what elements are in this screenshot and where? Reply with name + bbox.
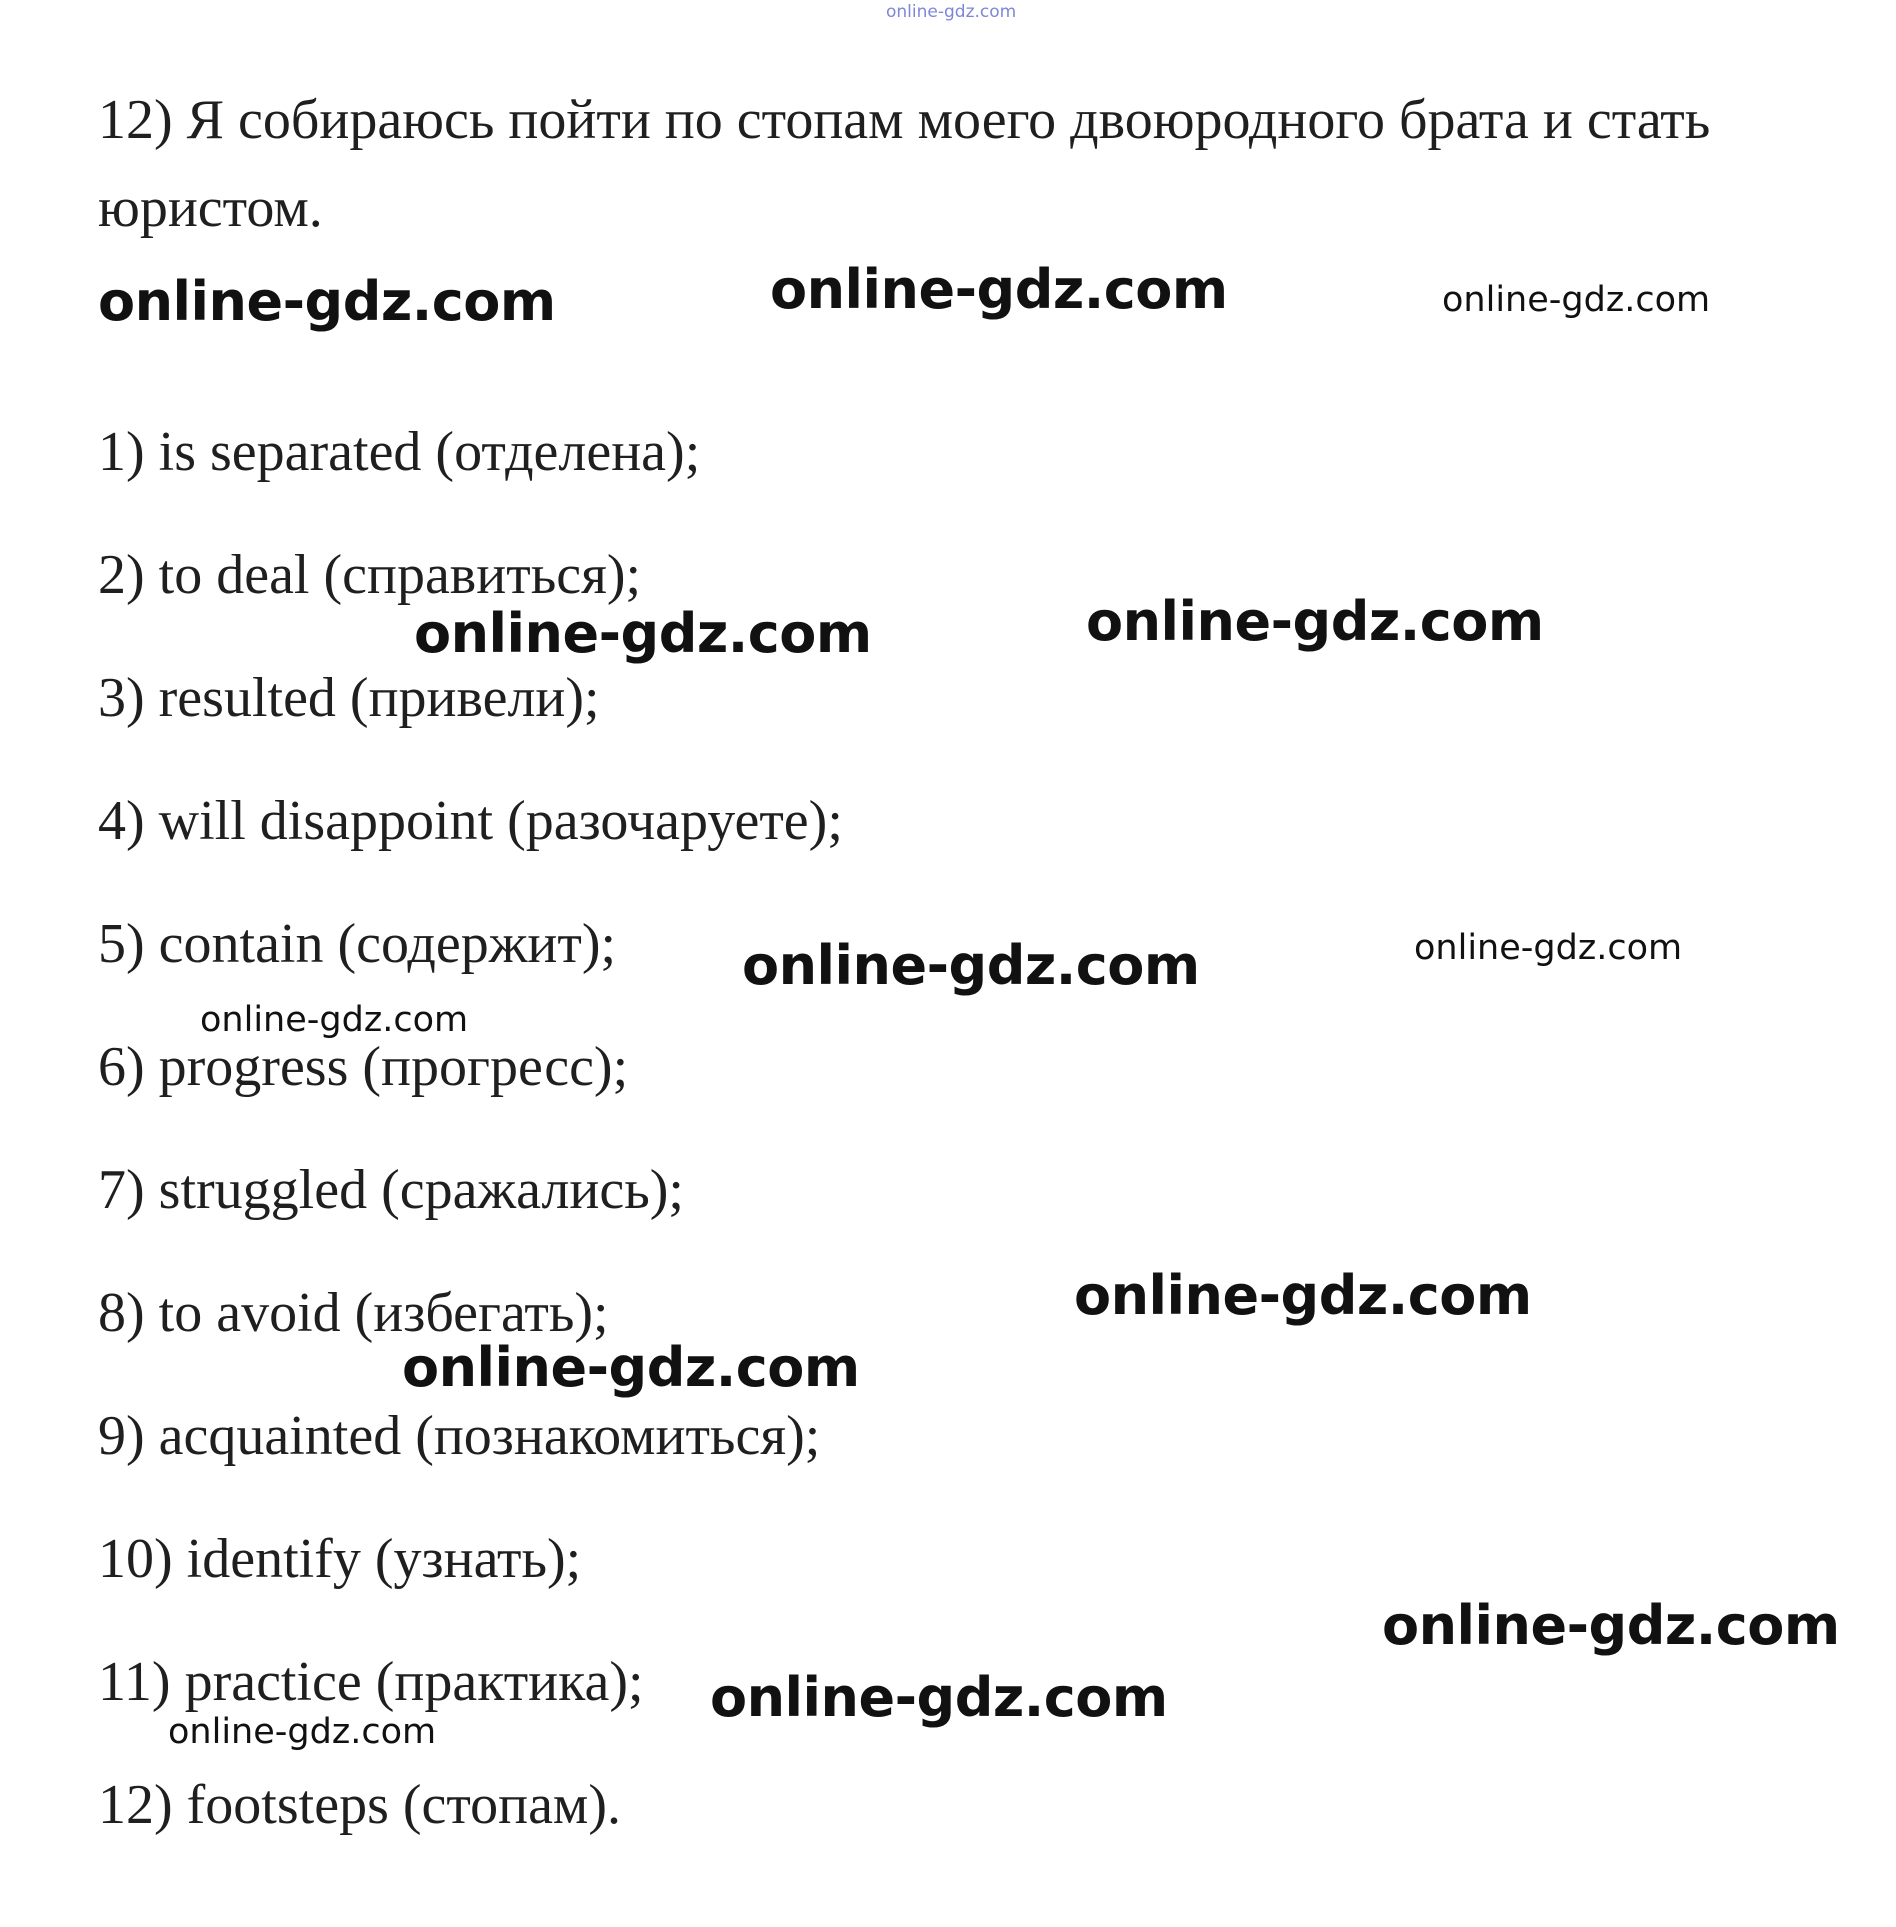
watermark: online-gdz.com [1382, 1594, 1840, 1657]
answer-item: 3) resulted (привели); [98, 667, 600, 729]
answer-item: 1) is separated (отделена); [98, 421, 701, 483]
watermark: online-gdz.com [770, 258, 1228, 321]
answer-item: 2) to deal (справиться); [98, 544, 642, 606]
watermark: online-gdz.com [200, 1000, 469, 1040]
answer-item: 5) contain (содержит); [98, 913, 617, 975]
watermark: online-gdz.com [414, 602, 872, 665]
watermark: online-gdz.com [1086, 590, 1544, 653]
answer-item: 6) progress (прогресс); [98, 1036, 629, 1098]
sentence-12-line-1: 12) Я собираюсь пойти по стопам моего двоюродного брата и стать [98, 89, 1711, 151]
watermark: online-gdz.com [98, 270, 556, 333]
sentence-12-line-2: юристом. [98, 177, 323, 239]
answer-item: 12) footsteps (стопам). [98, 1774, 622, 1836]
answer-item: 9) acquainted (познакомиться); [98, 1405, 821, 1467]
answer-item: 10) identify (узнать); [98, 1528, 582, 1590]
answer-item: 11) practice (практика); [98, 1651, 644, 1713]
watermark-top: online-gdz.com [886, 2, 1017, 22]
watermark: online-gdz.com [1414, 928, 1683, 968]
watermark: online-gdz.com [1074, 1264, 1532, 1327]
answer-item: 7) struggled (сражались); [98, 1159, 684, 1221]
watermark: online-gdz.com [1442, 280, 1711, 320]
watermark: online-gdz.com [402, 1336, 860, 1399]
watermark: online-gdz.com [710, 1666, 1168, 1729]
watermark: online-gdz.com [168, 1712, 437, 1752]
answer-item: 4) will disappoint (разочаруете); [98, 790, 843, 852]
watermark: online-gdz.com [742, 934, 1200, 997]
answer-item: 8) to avoid (избегать); [98, 1282, 609, 1344]
